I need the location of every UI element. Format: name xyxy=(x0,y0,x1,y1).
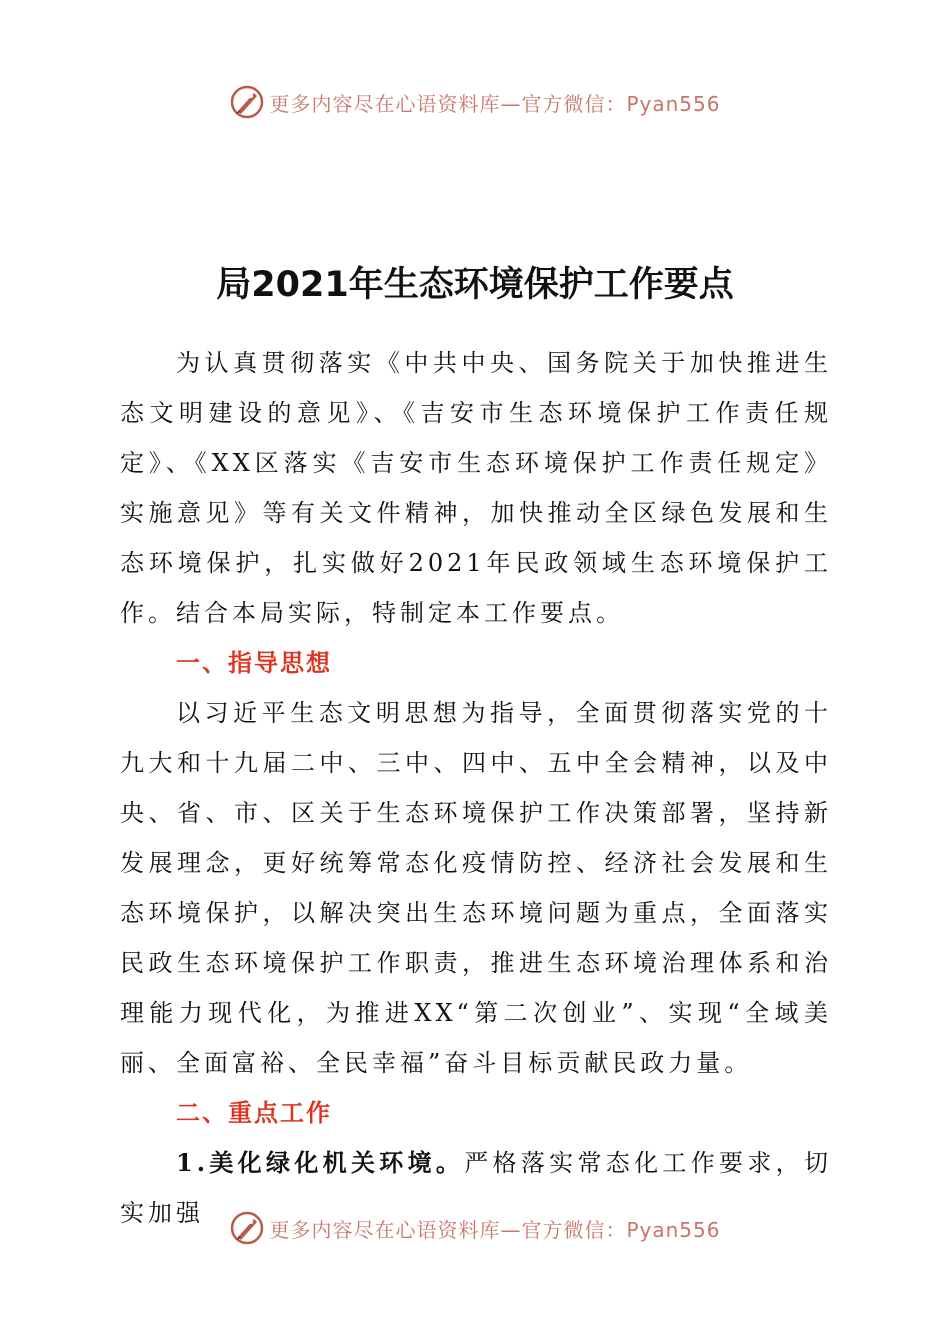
watermark-footer xyxy=(0,1208,950,1248)
section-heading-key-work: 二、重点工作 xyxy=(176,1099,332,1127)
document-title: 局2021年生态环境保护工作要点 xyxy=(216,265,734,305)
watermark-text-footer: 更多内容尽在心语资料库—官方微信：Pyan556 xyxy=(269,1217,721,1242)
key-work-item-1-text: 严格落实常态化工作要求，切实加强 xyxy=(120,1149,833,1227)
guiding-ideology-paragraph: 以习近平生态文明思想为指导，全面贯彻落实党的十九大和十九届二中、三中、四中、五中全会精神，以及中央、省、市、区关于生态环境保护工作决策部署，坚持新发展理念，更好统筹常态化疫情防控、经济社会发展和生态环境保护，以解决突出生态环境问题为重点，全面落实民政生态环境保护工作职责，推进生态环境治理体系和治理能力现代化，为推进XX“第二次创业”、实现“全域美丽、全面富裕、全民幸福”奋斗目标贡献民政力量。 xyxy=(120,699,832,1077)
pen-logo-icon xyxy=(229,1210,265,1246)
key-work-item-1-lead: 1.美化绿化机关环境。 xyxy=(176,1148,465,1177)
section-heading-guiding-ideology: 一、指导思想 xyxy=(176,649,332,677)
pen-logo-icon xyxy=(229,84,265,120)
document-body xyxy=(120,338,832,1238)
watermark-text: 更多内容尽在心语资料库—官方微信：Pyan556 xyxy=(269,91,721,116)
intro-paragraph: 为认真贯彻落实《中共中央、国务院关于加快推进生态文明建设的意见》、《吉安市生态环境保护工作责任规定》、《XX区落实《吉安市生态环境保护工作责任规定》实施意见》等有关文件精神，加快推动全区绿色发展和生态环境保护，扎实做好2021年民政领域生态环境保护工作。结合本局实际，特制定本工作要点。 xyxy=(120,349,832,627)
watermark-header xyxy=(0,82,950,122)
